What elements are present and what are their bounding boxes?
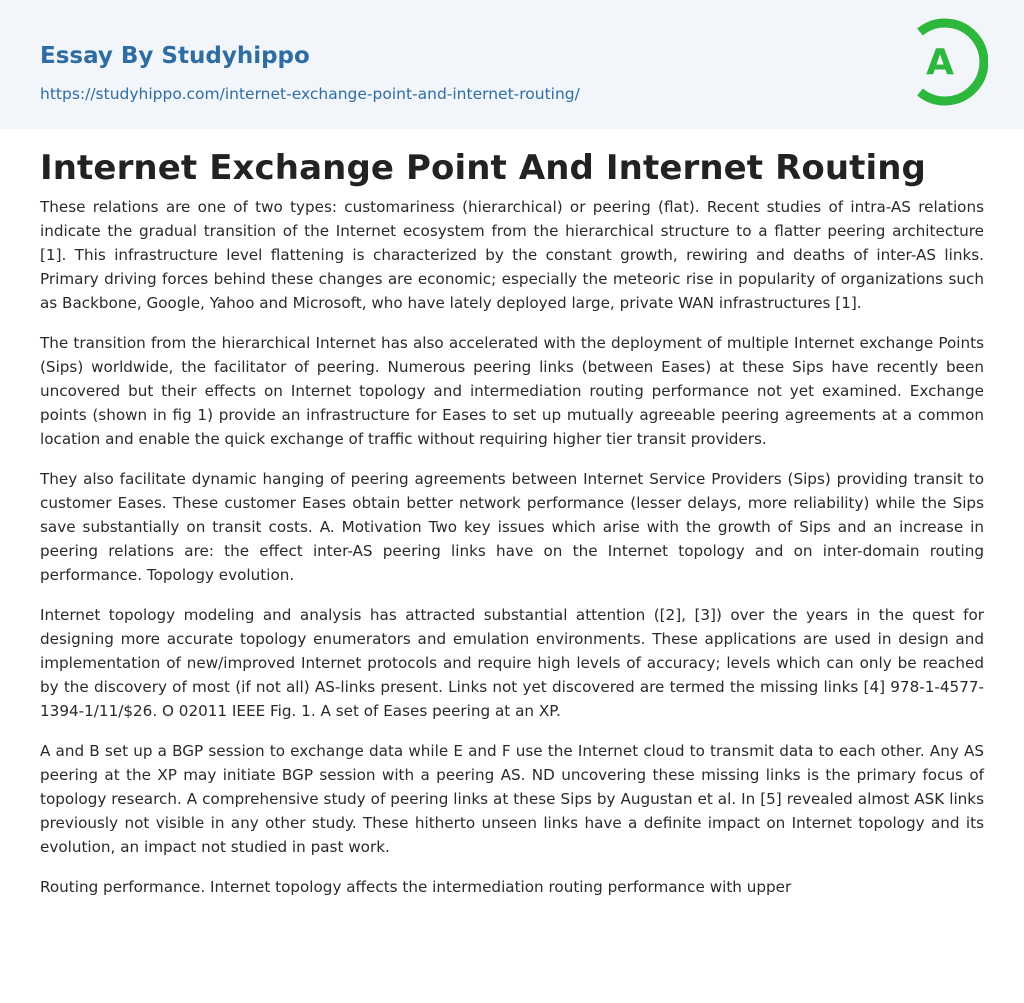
studyhippo-logo-icon[interactable] xyxy=(912,18,988,106)
article-title: Internet Exchange Point And Internet Routing xyxy=(40,148,926,188)
paragraph-1: These relations are one of two types: customariness (hierarchical) or peering (flat). Recent studies of intra-AS relations indicate the gradual transition of the Internet ecosystem from the hierarchical structure to a flatter peering architecture [1]. This infrastructure level flattening is characterized by the constant growth, rewiring and deaths of inter-AS links. Primary driving forces behind these changes are economic; especially the meteoric rise in popularity of organizations such as Backbone, Google, Yahoo and Microsoft, who have lately deployed large, private WAN infrastructures [1]. xyxy=(40,198,984,312)
essay-url-link[interactable]: https://studyhippo.com/internet-exchange-point-and-internet-routing/ xyxy=(40,85,580,103)
article-body xyxy=(40,195,984,899)
site-header xyxy=(0,0,1024,129)
logo-letter: A xyxy=(926,42,954,83)
paragraph-5: A and B set up a BGP session to exchange data while E and F use the Internet cloud to transmit data to each other. Any AS peering at the XP may initiate BGP session with a peering AS. ND uncovering these missing links is the primary focus of topology research. A comprehensive study of peering links at these Sips by Augustan et al. In [5] revealed almost ASK links previously not visible in any other study. These hitherto unseen links have a definite impact on Internet topology and its evolution, an impact not studied in past work. xyxy=(40,742,984,856)
article-main xyxy=(0,129,1024,899)
paragraph-2: The transition from the hierarchical Internet has also accelerated with the deployment of multiple Internet exchange Points (Sips) worldwide, the facilitator of peering. Numerous peering links (between Eases) at these Sips have recently been uncovered but their effects on Internet topology and intermediation routing performance not yet examined. Exchange points (shown in fig 1) provide an infrastructure for Eases to set up mutually agreeable peering agreements at a common location and enable the quick exchange of traffic without requiring higher tier transit providers. xyxy=(40,334,984,448)
paragraph-3: They also facilitate dynamic hanging of peering agreements between Internet Service Providers (Sips) providing transit to customer Eases. These customer Eases obtain better network performance (lesser delays, more reliability) while the Sips save substantially on transit costs. A. Motivation Two key issues which arise with the growth of Sips and an increase in peering relations are: the effect inter-AS peering links have on the Internet topology and on inter-domain routing performance. Topology evolution. xyxy=(40,470,984,584)
site-brand[interactable]: Essay By Studyhippo xyxy=(40,43,310,69)
paragraph-4: Internet topology modeling and analysis has attracted substantial attention ([2], [3]) over the years in the quest for designing more accurate topology enumerators and emulation environments. These applications are used in design and implementation of new/improved Internet protocols and require high levels of accuracy; levels which can only be reached by the discovery of most (if not all) AS-links present. Links not yet discovered are termed the missing links [4] 978-1-4577-1394-1/11/$26. O 02011 IEEE Fig. 1. A set of Eases peering at an XP. xyxy=(40,606,984,720)
paragraph-6: Routing performance. Internet topology affects the intermediation routing performance with upper xyxy=(40,878,792,896)
